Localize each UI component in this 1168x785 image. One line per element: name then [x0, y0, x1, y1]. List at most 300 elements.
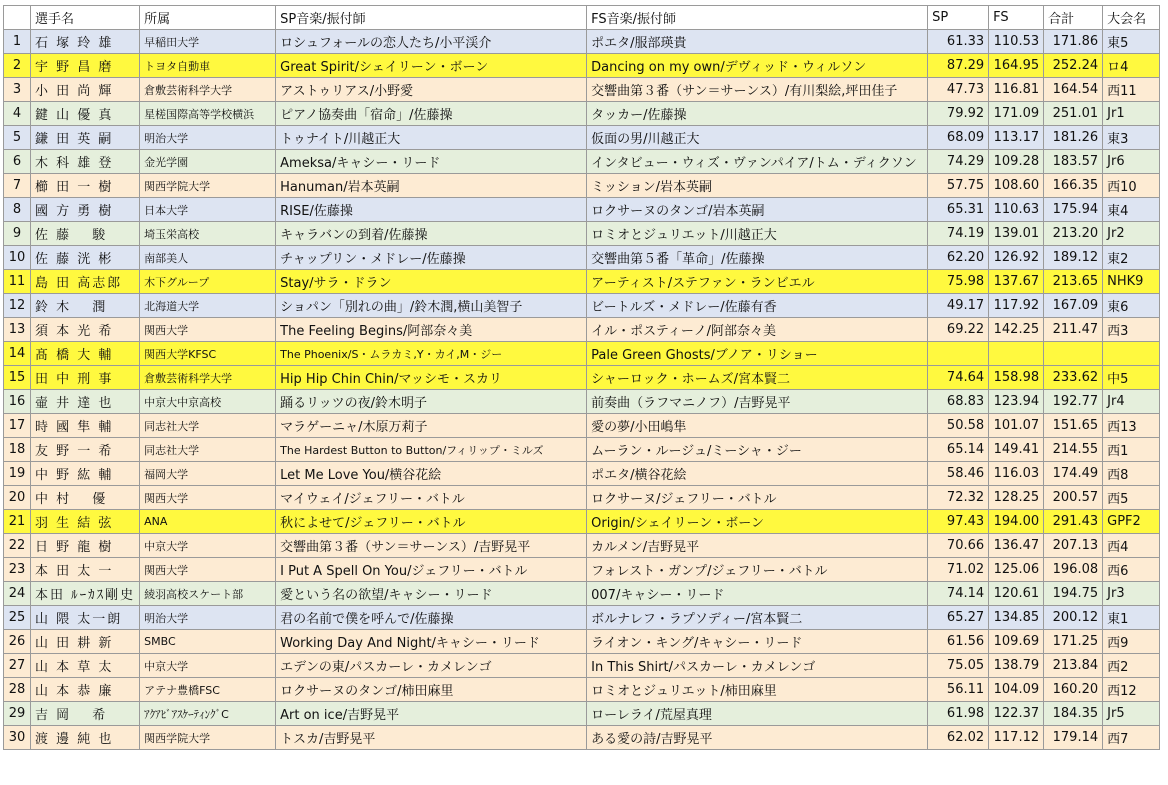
cell-sp-music[interactable]: The Phoenix/S・ムラカミ,Y・カイ,M・ジー: [276, 342, 587, 366]
cell-fs-music[interactable]: ロミオとジュリエット/川越正大: [587, 222, 928, 246]
cell-total-score[interactable]: 213.65: [1044, 270, 1103, 294]
cell-fs-score[interactable]: 142.25: [989, 318, 1044, 342]
cell-total-score[interactable]: 174.49: [1044, 462, 1103, 486]
cell-sp-music[interactable]: アストゥリアス/小野愛: [276, 78, 587, 102]
cell-sp-score[interactable]: 50.58: [928, 414, 989, 438]
cell-affiliation[interactable]: 中京大学: [140, 654, 276, 678]
cell-index[interactable]: 1: [4, 30, 31, 54]
cell-affiliation[interactable]: SMBC: [140, 630, 276, 654]
table-row: [4, 198, 1160, 222]
cell-skater-name[interactable]: 時 國 隼 輔: [31, 414, 140, 438]
cell-sp-music[interactable]: 愛という名の欲望/キャシー・リード: [276, 582, 587, 606]
cell-affiliation[interactable]: 金光学園: [140, 150, 276, 174]
cell-fs-score[interactable]: 194.00: [989, 510, 1044, 534]
cell-sp-music[interactable]: ロシュフォールの恋人たち/小平渓介: [276, 30, 587, 54]
cell-sp-music[interactable]: トスカ/吉野晃平: [276, 726, 587, 750]
cell-sp-score[interactable]: 49.17: [928, 294, 989, 318]
cell-skater-name[interactable]: 小 田 尚 輝: [31, 78, 140, 102]
cell-event[interactable]: 東2: [1103, 246, 1160, 270]
cell-sp-score[interactable]: [928, 342, 989, 366]
cell-skater-name[interactable]: 中 村 優: [31, 486, 140, 510]
cell-sp-score[interactable]: 69.22: [928, 318, 989, 342]
cell-affiliation[interactable]: 中京大中京高校: [140, 390, 276, 414]
cell-affiliation[interactable]: 明治大学: [140, 606, 276, 630]
cell-sp-score[interactable]: 47.73: [928, 78, 989, 102]
cell-index[interactable]: 28: [4, 678, 31, 702]
cell-total-score[interactable]: 192.77: [1044, 390, 1103, 414]
cell-event[interactable]: 西4: [1103, 534, 1160, 558]
cell-sp-score[interactable]: 65.27: [928, 606, 989, 630]
cell-sp-music[interactable]: キャラバンの到着/佐藤操: [276, 222, 587, 246]
cell-index[interactable]: 19: [4, 462, 31, 486]
cell-total-score[interactable]: 184.35: [1044, 702, 1103, 726]
cell-total-score[interactable]: 166.35: [1044, 174, 1103, 198]
cell-event[interactable]: 西9: [1103, 630, 1160, 654]
cell-affiliation[interactable]: ｱｸｱﾋﾞｱｽｹｰﾃｨﾝｸﾞC: [140, 702, 276, 726]
cell-skater-name[interactable]: 須 本 光 希: [31, 318, 140, 342]
cell-affiliation[interactable]: 綾羽高校スケート部: [140, 582, 276, 606]
cell-sp-music[interactable]: Hanuman/岩本英嗣: [276, 174, 587, 198]
header-index[interactable]: [4, 6, 31, 30]
cell-sp-music[interactable]: Let Me Love You/横谷花絵: [276, 462, 587, 486]
cell-event[interactable]: 西1: [1103, 438, 1160, 462]
cell-sp-music[interactable]: Great Spirit/シェイリーン・ボーン: [276, 54, 587, 78]
cell-event[interactable]: Jr4: [1103, 390, 1160, 414]
cell-index[interactable]: 9: [4, 222, 31, 246]
cell-fs-music[interactable]: 仮面の男/川越正大: [587, 126, 928, 150]
cell-fs-score[interactable]: 125.06: [989, 558, 1044, 582]
table-row: [4, 438, 1160, 462]
cell-sp-music[interactable]: チャップリン・メドレー/佐藤操: [276, 246, 587, 270]
cell-sp-score[interactable]: 61.33: [928, 30, 989, 54]
cell-fs-score[interactable]: 116.81: [989, 78, 1044, 102]
cell-fs-music[interactable]: タッカー/佐藤操: [587, 102, 928, 126]
cell-fs-music[interactable]: In This Shirt/パスカーレ・カメレンゴ: [587, 654, 928, 678]
cell-fs-score[interactable]: 110.53: [989, 30, 1044, 54]
cell-index[interactable]: 14: [4, 342, 31, 366]
table-row: [4, 150, 1160, 174]
cell-affiliation[interactable]: 関西大学: [140, 486, 276, 510]
header-name[interactable]: 選手名: [31, 6, 140, 30]
cell-affiliation[interactable]: 関西大学: [140, 318, 276, 342]
cell-sp-score[interactable]: 74.29: [928, 150, 989, 174]
cell-affiliation[interactable]: 中京大学: [140, 534, 276, 558]
cell-sp-music[interactable]: 踊るリッツの夜/鈴木明子: [276, 390, 587, 414]
cell-fs-score[interactable]: 164.95: [989, 54, 1044, 78]
table-row: [4, 630, 1160, 654]
cell-event[interactable]: 西5: [1103, 486, 1160, 510]
cell-affiliation[interactable]: 倉敷芸術科学大学: [140, 78, 276, 102]
cell-fs-music[interactable]: ロクサーヌのタンゴ/岩本英嗣: [587, 198, 928, 222]
table-row: [4, 390, 1160, 414]
cell-total-score[interactable]: 251.01: [1044, 102, 1103, 126]
cell-total-score[interactable]: 211.47: [1044, 318, 1103, 342]
cell-sp-score[interactable]: 75.98: [928, 270, 989, 294]
cell-sp-music[interactable]: トゥナイト/川越正大: [276, 126, 587, 150]
cell-skater-name[interactable]: 鈴 木 潤: [31, 294, 140, 318]
cell-fs-music[interactable]: 007/キャシー・リード: [587, 582, 928, 606]
cell-fs-score[interactable]: 122.37: [989, 702, 1044, 726]
cell-fs-score[interactable]: 117.92: [989, 294, 1044, 318]
cell-event[interactable]: GPF2: [1103, 510, 1160, 534]
cell-index[interactable]: 17: [4, 414, 31, 438]
cell-affiliation[interactable]: 埼玉栄高校: [140, 222, 276, 246]
cell-fs-score[interactable]: 128.25: [989, 486, 1044, 510]
table-row: [4, 678, 1160, 702]
cell-affiliation[interactable]: 同志社大学: [140, 438, 276, 462]
cell-fs-score[interactable]: 120.61: [989, 582, 1044, 606]
cell-sp-music[interactable]: The Feeling Begins/阿部奈々美: [276, 318, 587, 342]
cell-skater-name[interactable]: 田 中 刑 事: [31, 366, 140, 390]
cell-affiliation[interactable]: 関西学院大学: [140, 726, 276, 750]
cell-event[interactable]: 西13: [1103, 414, 1160, 438]
cell-sp-music[interactable]: エデンの東/パスカーレ・カメレンゴ: [276, 654, 587, 678]
cell-fs-music[interactable]: ローレライ/荒屋真理: [587, 702, 928, 726]
cell-event[interactable]: 中5: [1103, 366, 1160, 390]
cell-fs-score[interactable]: 138.79: [989, 654, 1044, 678]
cell-fs-music[interactable]: ライオン・キング/キャシー・リード: [587, 630, 928, 654]
table-row: [4, 534, 1160, 558]
cell-skater-name[interactable]: 本田 ﾙｰｶｽ剛史: [31, 582, 140, 606]
cell-skater-name[interactable]: 山 本 恭 廉: [31, 678, 140, 702]
cell-index[interactable]: 13: [4, 318, 31, 342]
cell-skater-name[interactable]: 羽 生 結 弦: [31, 510, 140, 534]
cell-fs-score[interactable]: 113.17: [989, 126, 1044, 150]
cell-affiliation[interactable]: 星槎国際高等学校横浜: [140, 102, 276, 126]
cell-event[interactable]: Jr2: [1103, 222, 1160, 246]
cell-fs-score[interactable]: 109.28: [989, 150, 1044, 174]
cell-sp-score[interactable]: 74.19: [928, 222, 989, 246]
cell-fs-score[interactable]: 139.01: [989, 222, 1044, 246]
cell-sp-music[interactable]: 君の名前で僕を呼んで/佐藤操: [276, 606, 587, 630]
cell-fs-score[interactable]: 137.67: [989, 270, 1044, 294]
cell-index[interactable]: 29: [4, 702, 31, 726]
cell-index[interactable]: 7: [4, 174, 31, 198]
header-event[interactable]: 大会名: [1103, 6, 1160, 30]
cell-fs-score[interactable]: 110.63: [989, 198, 1044, 222]
cell-affiliation[interactable]: 日本大学: [140, 198, 276, 222]
cell-index[interactable]: 6: [4, 150, 31, 174]
cell-sp-score[interactable]: 57.75: [928, 174, 989, 198]
cell-index[interactable]: 25: [4, 606, 31, 630]
cell-sp-score[interactable]: 72.32: [928, 486, 989, 510]
cell-skater-name[interactable]: 日 野 龍 樹: [31, 534, 140, 558]
cell-fs-music[interactable]: 愛の夢/小田嶋隼: [587, 414, 928, 438]
cell-affiliation[interactable]: 明治大学: [140, 126, 276, 150]
cell-total-score[interactable]: 164.54: [1044, 78, 1103, 102]
cell-affiliation[interactable]: 関西大学KFSC: [140, 342, 276, 366]
cell-total-score[interactable]: 194.75: [1044, 582, 1103, 606]
cell-sp-score[interactable]: 62.02: [928, 726, 989, 750]
cell-fs-music[interactable]: ミッション/岩本英嗣: [587, 174, 928, 198]
cell-affiliation[interactable]: 関西学院大学: [140, 174, 276, 198]
cell-skater-name[interactable]: 佐 藤 駿: [31, 222, 140, 246]
cell-total-score[interactable]: 252.24: [1044, 54, 1103, 78]
cell-total-score[interactable]: 189.12: [1044, 246, 1103, 270]
header-row: [4, 6, 1160, 30]
cell-sp-score[interactable]: 74.14: [928, 582, 989, 606]
cell-fs-music[interactable]: アーティスト/ステファン・ランビエル: [587, 270, 928, 294]
cell-sp-score[interactable]: 74.64: [928, 366, 989, 390]
cell-sp-music[interactable]: Art on ice/吉野晃平: [276, 702, 587, 726]
header-affiliation[interactable]: 所属: [140, 6, 276, 30]
cell-total-score[interactable]: 151.65: [1044, 414, 1103, 438]
cell-sp-score[interactable]: 68.09: [928, 126, 989, 150]
table-row: [4, 654, 1160, 678]
cell-total-score[interactable]: 214.55: [1044, 438, 1103, 462]
cell-index[interactable]: 21: [4, 510, 31, 534]
cell-index[interactable]: 2: [4, 54, 31, 78]
cell-sp-music[interactable]: マイウェイ/ジェフリー・バトル: [276, 486, 587, 510]
cell-skater-name[interactable]: 石 塚 玲 雄: [31, 30, 140, 54]
header-sp[interactable]: SP: [928, 6, 989, 30]
cell-fs-music[interactable]: ボルナレフ・ラプソディー/宮本賢二: [587, 606, 928, 630]
cell-skater-name[interactable]: 壷 井 達 也: [31, 390, 140, 414]
table-row: [4, 558, 1160, 582]
table-body: [4, 30, 1160, 750]
cell-affiliation[interactable]: 南部美人: [140, 246, 276, 270]
cell-sp-music[interactable]: ピアノ協奏曲「宿命」/佐藤操: [276, 102, 587, 126]
cell-fs-music[interactable]: 交響曲第５番「革命」/佐藤操: [587, 246, 928, 270]
cell-fs-score[interactable]: 109.69: [989, 630, 1044, 654]
cell-skater-name[interactable]: 吉 岡 希: [31, 702, 140, 726]
table-row: [4, 294, 1160, 318]
cell-skater-name[interactable]: 木 科 雄 登: [31, 150, 140, 174]
cell-skater-name[interactable]: 國 方 勇 樹: [31, 198, 140, 222]
cell-total-score[interactable]: 213.20: [1044, 222, 1103, 246]
cell-skater-name[interactable]: 中 野 紘 輔: [31, 462, 140, 486]
cell-fs-score[interactable]: 149.41: [989, 438, 1044, 462]
cell-affiliation[interactable]: 北海道大学: [140, 294, 276, 318]
table-row: [4, 54, 1160, 78]
cell-sp-score[interactable]: 97.43: [928, 510, 989, 534]
cell-event[interactable]: 西2: [1103, 654, 1160, 678]
header-fs[interactable]: FS: [989, 6, 1044, 30]
table-row: [4, 606, 1160, 630]
cell-total-score[interactable]: 181.26: [1044, 126, 1103, 150]
cell-sp-score[interactable]: 62.20: [928, 246, 989, 270]
cell-total-score[interactable]: 171.86: [1044, 30, 1103, 54]
table-row: [4, 30, 1160, 54]
cell-event[interactable]: ロ4: [1103, 54, 1160, 78]
cell-event[interactable]: 東5: [1103, 30, 1160, 54]
cell-fs-music[interactable]: ムーラン・ルージュ/ミーシャ・ジー: [587, 438, 928, 462]
cell-index[interactable]: 3: [4, 78, 31, 102]
table-row: [4, 270, 1160, 294]
cell-fs-music[interactable]: Origin/シェイリーン・ボーン: [587, 510, 928, 534]
cell-affiliation[interactable]: ANA: [140, 510, 276, 534]
cell-sp-music[interactable]: The Hardest Button to Button/フィリップ・ミルズ: [276, 438, 587, 462]
cell-total-score[interactable]: [1044, 342, 1103, 366]
cell-fs-music[interactable]: ビートルズ・メドレー/佐藤有香: [587, 294, 928, 318]
cell-skater-name[interactable]: 友 野 一 希: [31, 438, 140, 462]
cell-event[interactable]: 東1: [1103, 606, 1160, 630]
cell-sp-music[interactable]: ショパン「別れの曲」/鈴木潤,横山美智子: [276, 294, 587, 318]
cell-sp-music[interactable]: ロクサーヌのタンゴ/柿田麻里: [276, 678, 587, 702]
cell-affiliation[interactable]: 同志社大学: [140, 414, 276, 438]
cell-event[interactable]: 西11: [1103, 78, 1160, 102]
cell-sp-score[interactable]: 61.56: [928, 630, 989, 654]
cell-affiliation[interactable]: アテナ豊橋FSC: [140, 678, 276, 702]
cell-event[interactable]: 西10: [1103, 174, 1160, 198]
cell-fs-score[interactable]: 123.94: [989, 390, 1044, 414]
table-row: [4, 342, 1160, 366]
cell-index[interactable]: 24: [4, 582, 31, 606]
header-fs-music[interactable]: FS音楽/振付師: [587, 6, 928, 30]
cell-sp-music[interactable]: I Put A Spell On You/ジェフリー・バトル: [276, 558, 587, 582]
table-row: [4, 414, 1160, 438]
cell-total-score[interactable]: 291.43: [1044, 510, 1103, 534]
cell-index[interactable]: 5: [4, 126, 31, 150]
cell-total-score[interactable]: 213.84: [1044, 654, 1103, 678]
cell-total-score[interactable]: 175.94: [1044, 198, 1103, 222]
cell-fs-score[interactable]: 134.85: [989, 606, 1044, 630]
cell-index[interactable]: 8: [4, 198, 31, 222]
cell-total-score[interactable]: 179.14: [1044, 726, 1103, 750]
cell-affiliation[interactable]: 木下グループ: [140, 270, 276, 294]
cell-total-score[interactable]: 196.08: [1044, 558, 1103, 582]
cell-total-score[interactable]: 160.20: [1044, 678, 1103, 702]
cell-index[interactable]: 27: [4, 654, 31, 678]
cell-index[interactable]: 18: [4, 438, 31, 462]
cell-skater-name[interactable]: 櫛 田 一 樹: [31, 174, 140, 198]
cell-sp-music[interactable]: Hip Hip Chin Chin/マッシモ・スカリ: [276, 366, 587, 390]
cell-event[interactable]: 西12: [1103, 678, 1160, 702]
cell-fs-score[interactable]: 136.47: [989, 534, 1044, 558]
cell-fs-score[interactable]: 108.60: [989, 174, 1044, 198]
cell-event[interactable]: Jr5: [1103, 702, 1160, 726]
cell-sp-score[interactable]: 58.46: [928, 462, 989, 486]
cell-index[interactable]: 20: [4, 486, 31, 510]
cell-event[interactable]: 西3: [1103, 318, 1160, 342]
cell-event[interactable]: 東3: [1103, 126, 1160, 150]
cell-fs-music[interactable]: ロクサーヌ/ジェフリー・バトル: [587, 486, 928, 510]
cell-event[interactable]: 東6: [1103, 294, 1160, 318]
cell-skater-name[interactable]: 島 田 高志郎: [31, 270, 140, 294]
cell-event[interactable]: NHK9: [1103, 270, 1160, 294]
cell-sp-score[interactable]: 71.02: [928, 558, 989, 582]
cell-event[interactable]: 西8: [1103, 462, 1160, 486]
cell-sp-music[interactable]: Ameksa/キャシー・リード: [276, 150, 587, 174]
cell-affiliation[interactable]: トヨタ自動車: [140, 54, 276, 78]
cell-skater-name[interactable]: 佐 藤 洸 彬: [31, 246, 140, 270]
cell-fs-music[interactable]: イル・ポスティーノ/阿部奈々美: [587, 318, 928, 342]
cell-event[interactable]: Jr6: [1103, 150, 1160, 174]
table-row: [4, 174, 1160, 198]
cell-sp-score[interactable]: 87.29: [928, 54, 989, 78]
cell-fs-score[interactable]: 104.09: [989, 678, 1044, 702]
cell-skater-name[interactable]: 鎌 田 英 嗣: [31, 126, 140, 150]
cell-fs-music[interactable]: ポエタ/横谷花絵: [587, 462, 928, 486]
cell-fs-music[interactable]: 交響曲第３番（サン＝サーンス）/有川梨絵,坪田佳子: [587, 78, 928, 102]
cell-affiliation[interactable]: 倉敷芸術科学大学: [140, 366, 276, 390]
cell-index[interactable]: 22: [4, 534, 31, 558]
cell-index[interactable]: 23: [4, 558, 31, 582]
cell-event[interactable]: Jr3: [1103, 582, 1160, 606]
cell-event[interactable]: 東4: [1103, 198, 1160, 222]
cell-fs-score[interactable]: 171.09: [989, 102, 1044, 126]
cell-affiliation[interactable]: 関西大学: [140, 558, 276, 582]
cell-affiliation[interactable]: 早稲田大学: [140, 30, 276, 54]
cell-event[interactable]: 西6: [1103, 558, 1160, 582]
cell-fs-music[interactable]: Pale Green Ghosts/ブノア・リショー: [587, 342, 928, 366]
cell-index[interactable]: 15: [4, 366, 31, 390]
cell-fs-music[interactable]: カルメン/吉野晃平: [587, 534, 928, 558]
cell-fs-music[interactable]: シャーロック・ホームズ/宮本賢二: [587, 366, 928, 390]
cell-index[interactable]: 4: [4, 102, 31, 126]
cell-sp-music[interactable]: 秋によせて/ジェフリー・バトル: [276, 510, 587, 534]
cell-total-score[interactable]: 233.62: [1044, 366, 1103, 390]
cell-sp-score[interactable]: 56.11: [928, 678, 989, 702]
cell-sp-score[interactable]: 68.83: [928, 390, 989, 414]
cell-total-score[interactable]: 200.57: [1044, 486, 1103, 510]
cell-fs-music[interactable]: インタビュー・ウィズ・ヴァンパイア/トム・ディクソン: [587, 150, 928, 174]
cell-skater-name[interactable]: 山 本 草 太: [31, 654, 140, 678]
cell-fs-music[interactable]: フォレスト・ガンプ/ジェフリー・バトル: [587, 558, 928, 582]
cell-affiliation[interactable]: 福岡大学: [140, 462, 276, 486]
cell-skater-name[interactable]: 渡 邊 純 也: [31, 726, 140, 750]
cell-event[interactable]: [1103, 342, 1160, 366]
cell-skater-name[interactable]: 山 田 耕 新: [31, 630, 140, 654]
cell-fs-music[interactable]: ポエタ/服部瑛貴: [587, 30, 928, 54]
cell-index[interactable]: 10: [4, 246, 31, 270]
cell-index[interactable]: 12: [4, 294, 31, 318]
cell-total-score[interactable]: 167.09: [1044, 294, 1103, 318]
cell-fs-music[interactable]: 前奏曲（ラフマニノフ）/吉野晃平: [587, 390, 928, 414]
cell-fs-score[interactable]: 126.92: [989, 246, 1044, 270]
cell-skater-name[interactable]: 髙 橋 大 輔: [31, 342, 140, 366]
cell-sp-music[interactable]: RISE/佐藤操: [276, 198, 587, 222]
cell-fs-music[interactable]: Dancing on my own/デヴィッド・ウィルソン: [587, 54, 928, 78]
cell-sp-score[interactable]: 61.98: [928, 702, 989, 726]
cell-total-score[interactable]: 200.12: [1044, 606, 1103, 630]
cell-fs-music[interactable]: ある愛の詩/吉野晃平: [587, 726, 928, 750]
cell-sp-music[interactable]: マラゲーニャ/木原万莉子: [276, 414, 587, 438]
cell-event[interactable]: 西7: [1103, 726, 1160, 750]
cell-fs-music[interactable]: ロミオとジュリエット/柿田麻里: [587, 678, 928, 702]
cell-total-score[interactable]: 183.57: [1044, 150, 1103, 174]
cell-event[interactable]: Jr1: [1103, 102, 1160, 126]
cell-fs-score[interactable]: 116.03: [989, 462, 1044, 486]
cell-skater-name[interactable]: 宇 野 昌 磨: [31, 54, 140, 78]
cell-sp-score[interactable]: 65.31: [928, 198, 989, 222]
cell-skater-name[interactable]: 本 田 太 一: [31, 558, 140, 582]
table-row: [4, 486, 1160, 510]
cell-sp-score[interactable]: 75.05: [928, 654, 989, 678]
header-sp-music[interactable]: SP音楽/振付師: [276, 6, 587, 30]
cell-index[interactable]: 16: [4, 390, 31, 414]
cell-fs-score[interactable]: [989, 342, 1044, 366]
cell-index[interactable]: 26: [4, 630, 31, 654]
cell-total-score[interactable]: 207.13: [1044, 534, 1103, 558]
cell-fs-score[interactable]: 101.07: [989, 414, 1044, 438]
header-total[interactable]: 合計: [1044, 6, 1103, 30]
cell-index[interactable]: 11: [4, 270, 31, 294]
cell-sp-score[interactable]: 70.66: [928, 534, 989, 558]
cell-fs-score[interactable]: 158.98: [989, 366, 1044, 390]
cell-fs-score[interactable]: 117.12: [989, 726, 1044, 750]
cell-index[interactable]: 30: [4, 726, 31, 750]
cell-skater-name[interactable]: 山 隈 太一朗: [31, 606, 140, 630]
cell-sp-music[interactable]: Working Day And Night/キャシー・リード: [276, 630, 587, 654]
cell-sp-music[interactable]: 交響曲第３番（サン＝サーンス）/吉野晃平: [276, 534, 587, 558]
cell-sp-music[interactable]: Stay/サラ・ドラン: [276, 270, 587, 294]
cell-total-score[interactable]: 171.25: [1044, 630, 1103, 654]
cell-sp-score[interactable]: 79.92: [928, 102, 989, 126]
cell-skater-name[interactable]: 鍵 山 優 真: [31, 102, 140, 126]
table-row: [4, 246, 1160, 270]
cell-sp-score[interactable]: 65.14: [928, 438, 989, 462]
